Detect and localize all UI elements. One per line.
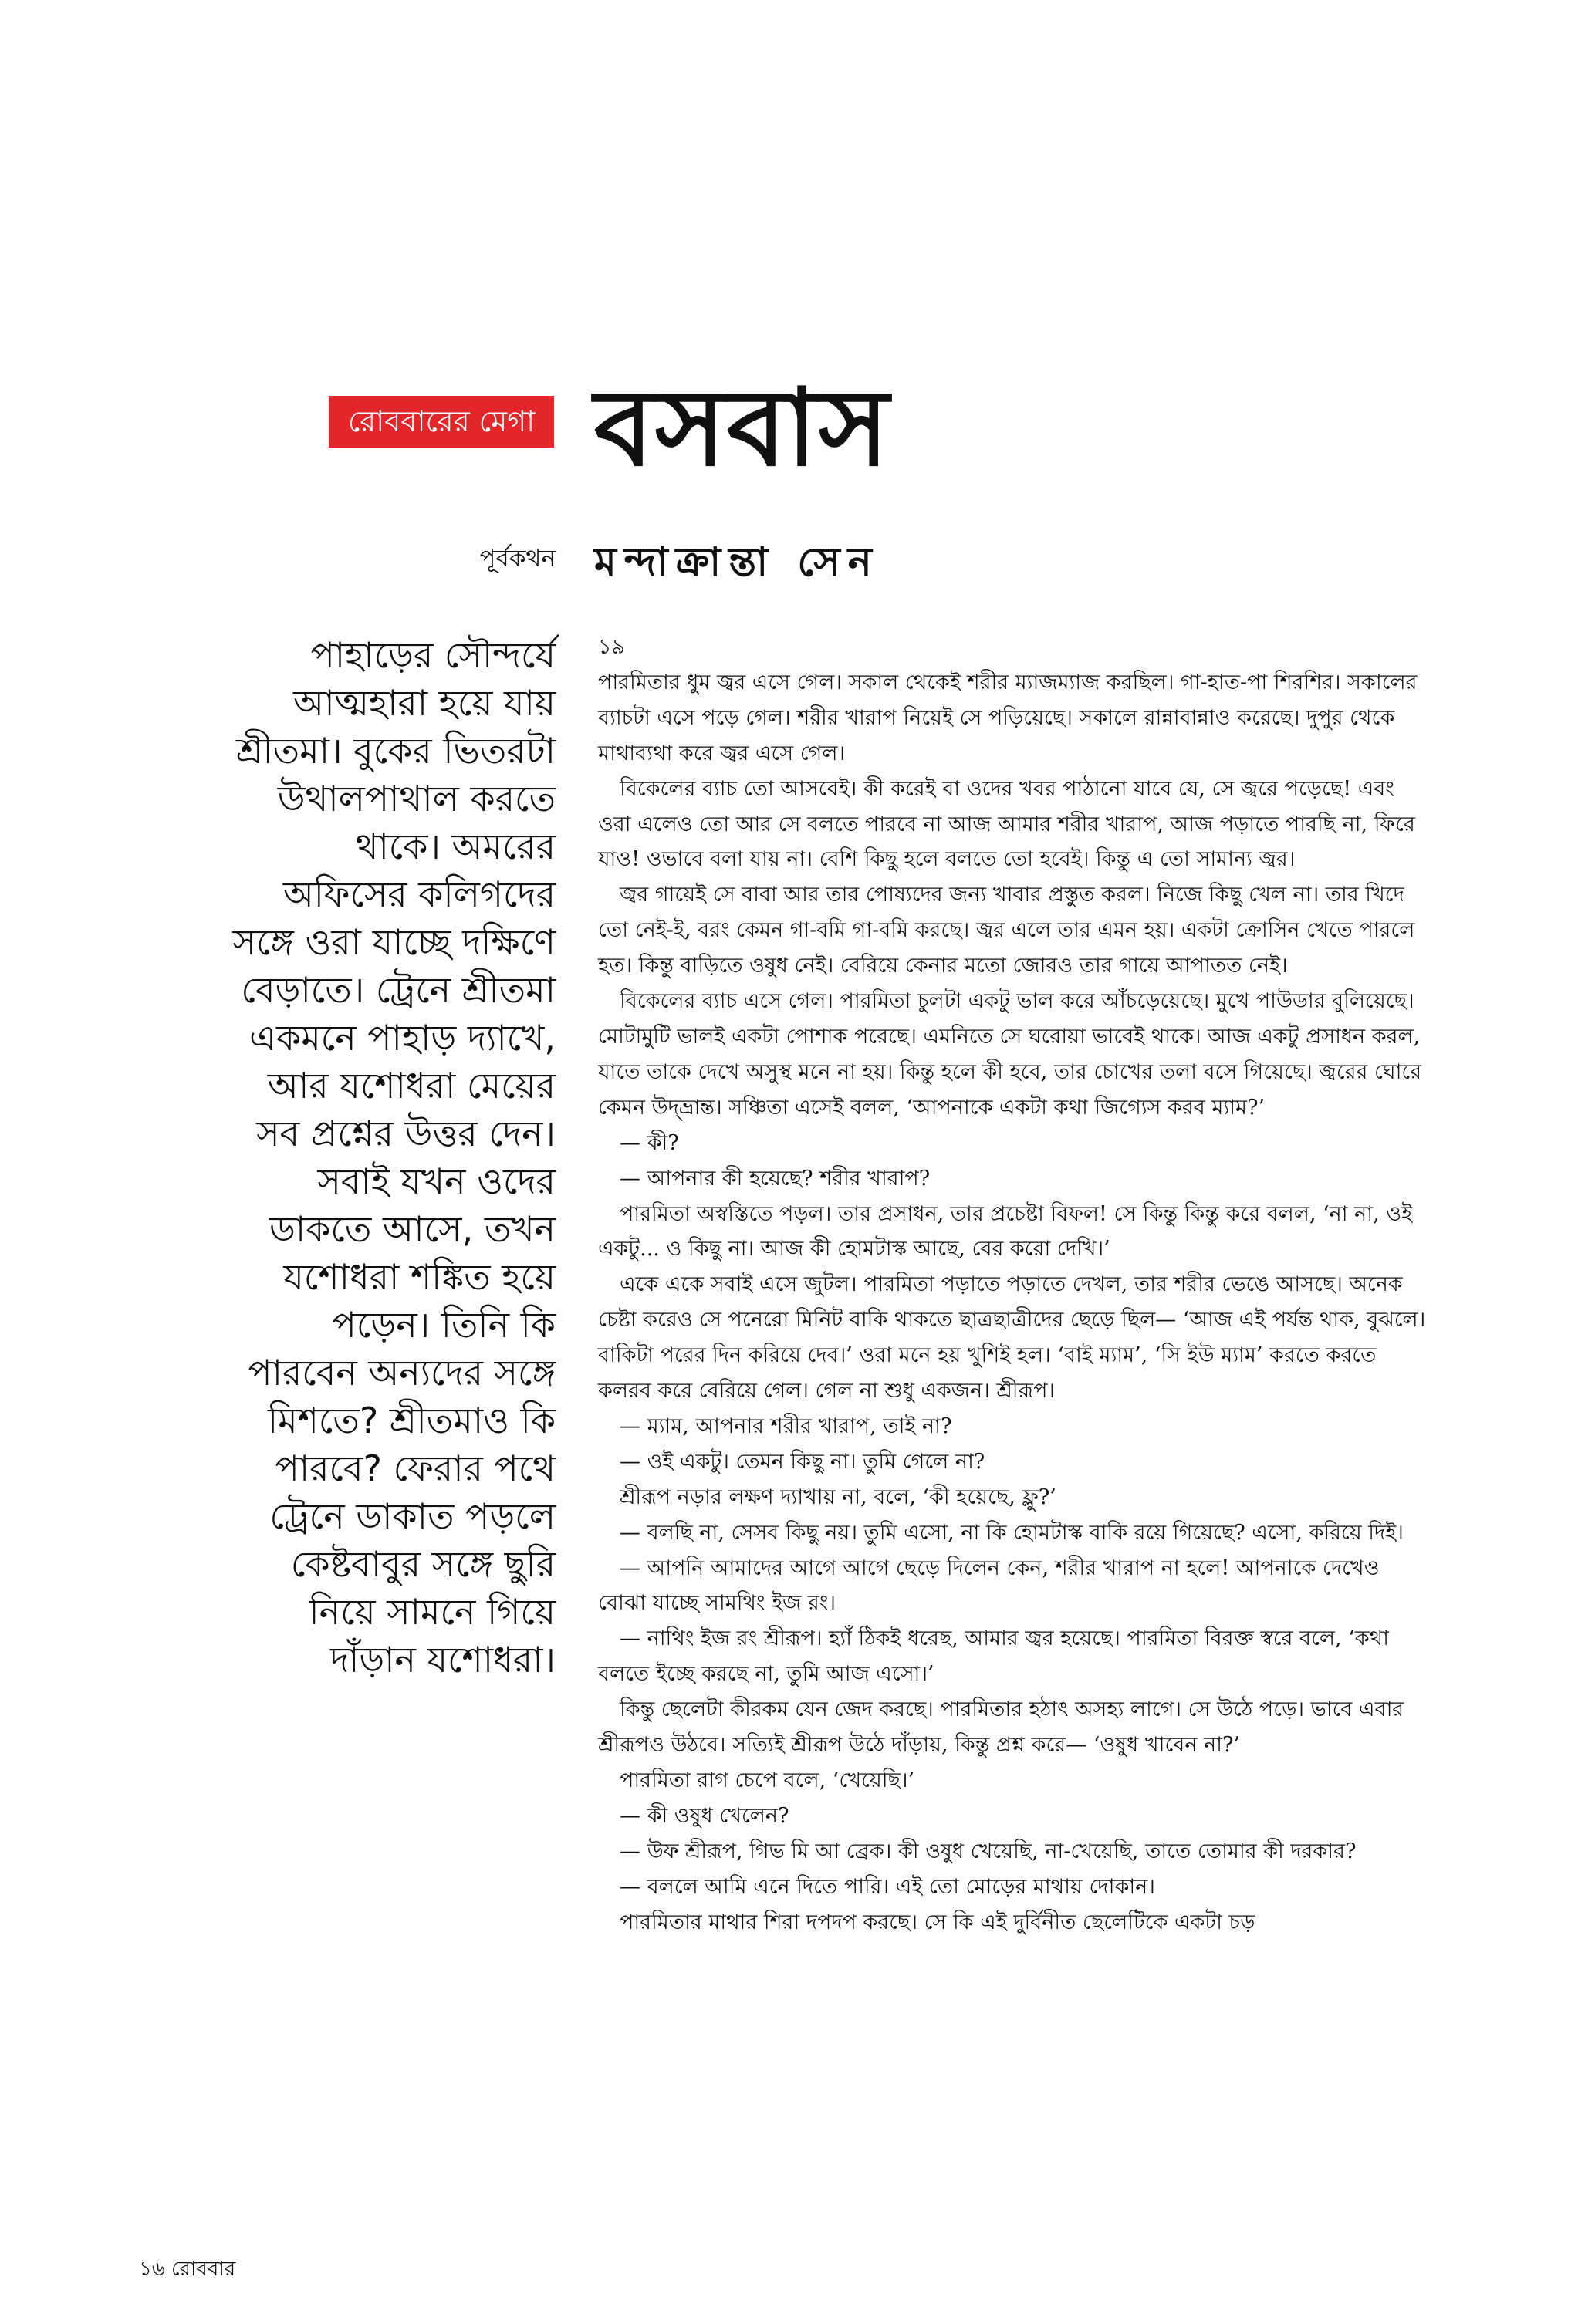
story-paragraph: কিন্তু ছেলেটা কীরকম যেন জেদ করছে। পারমিতার হঠাৎ অসহ্য লাগে। সে উঠে পড়ে। ভাবে এবার শ্রীরূপও উঠবে। সত্যিই শ্রীরূপ উঠে দাঁড়ায়, কিন্তু প্রশ্ন করে— ‘ওষুধ খাবেন না?’ [598,1697,1404,1758]
pull-quote-line: একমনে পাহাড় দ্যাখে, [249,1017,556,1059]
pull-quote-line: পারবেন অন্যদের সঙ্গে [248,1352,556,1393]
story-paragraph: জ্বর গায়েই সে বাবা আর তার পোষ্যদের জন্য খাবার প্রস্তুত করল। নিজে কিছু খেল না। তার খিদে তো নেই-ই, বরং কেমন গা-বমি গা-বমি করছে। জ্বর এলে তার এমন হয়। একটা ক্রোসিন খেতে পারলে হত। কিন্তু বাড়িতে ওষুধ নেই। বেরিয়ে কেনার মতো জোরও তার গায়ে আপাতত নেই। [598,883,1415,978]
pull-quote-line: থাকে। অমরের [355,826,556,867]
story-paragraph: — আপনার কী হয়েছে? শরীর খারাপ? [620,1166,931,1191]
story-body [598,630,1428,1941]
story-paragraph: পারমিতা অস্বস্তিতে পড়ল। তার প্রসাধন, তার প্রচেষ্টা বিফল! সে কিন্তু কিন্তু করে বলল, ‘না না, ওই একটু... ও কিছু না। আজ কী হোমটাস্ক আছে, বের করো দেখি।’ [598,1201,1413,1262]
pull-quote [139,631,556,1684]
pull-quote-line: পারবে? ফেরার পথে [275,1447,556,1489]
story-paragraph: পারমিতার মাথার শিরা দপদপ করছে। সে কি এই দুর্বিনীত ছেলেটিকে একটা চড় [620,1910,1255,1934]
pull-quote-line: মিশতে? শ্রীতমাও কি [267,1400,556,1441]
story-paragraph: বিকেলের ব্যাচ তো আসবেই। কী করেই বা ওদের খবর পাঠানো যাবে যে, সে জ্বরে পড়েছে! এবং ওরা এলেও তো আর সে বলতে পারবে না আজ আমার শরীর খারাপ, আজ পড়াতে পারছি না, ফিরে যাও! ওভাবে বলা যায় না। বেশি কিছু হলে বলতে তো হবেই। কিন্তু এ তো সামান্য জ্বর। [598,776,1415,872]
pull-quote-line: সঙ্গে ওরা যাচ্ছে দক্ষিণে [232,921,556,963]
pull-quote-line: আর যশোধরা মেয়ের [267,1065,556,1106]
pull-quote-line: শ্রীতমা। বুকের ভিতরটা [235,730,556,772]
story-paragraph: পারমিতার ধুম জ্বর এসে গেল। সকাল থেকেই শরীর ম্যাজম্যাজ করছিল। গা-হাত-পা শিরশির। সকালের ব্যাচটা এসে পড়ে গেল। শরীর খারাপ নিয়েই সে পড়িয়েছে। সকালে রান্নাবান্নাও করেছে। দুপুর থেকে মাথাব্যথা করে জ্বর এসে গেল। [598,670,1418,765]
pull-quote-line: সবাই যখন ওদের [317,1160,556,1202]
pull-quote-line: পড়েন। তিনি কি [332,1304,556,1346]
chapter-number: ১৯ [598,635,626,659]
story-paragraph: — ম্যাম, আপনার শরীর খারাপ, তাই না? [620,1414,952,1438]
story-paragraph: — আপনি আমাদের আগে আগে ছেড়ে দিলেন কেন, শরীর খারাপ না হলে! আপনাকে দেখেও বোঝা যাচ্ছে সামথিং ইজ রং। [598,1556,1380,1616]
story-paragraph: পারমিতা রাগ চেপে বলে, ‘খেয়েছি।’ [620,1768,915,1792]
pull-quote-line: ডাকতে আসে, তখন [269,1208,556,1250]
prelude-label: পূর্বকথন [479,545,556,573]
story-paragraph: — উফ শ্রীরূপ, গিভ মি আ ব্রেক। কী ওষুধ খেয়েছি, না-খেয়েছি, তাতে তোমার কী দরকার? [620,1839,1357,1863]
story-paragraph: — নাথিং ইজ রং শ্রীরূপ। হ্যাঁ ঠিকই ধরেছ, আমার জ্বর হয়েছে। পারমিতা বিরক্ত স্বরে বলে, ‘কথা বলতে ইচ্ছে করছে না, তুমি আজ এসো।’ [598,1626,1389,1687]
pull-quote-line: অফিসের কলিগদের [282,873,556,915]
pull-quote-line: আত্মহারা হয়ে যায় [292,682,556,724]
author-name: মন্দাক্রান্তা সেন [594,539,880,586]
pull-quote-line: বেড়াতে। ট্রেনে শ্রীতমা [241,969,556,1011]
story-paragraph: শ্রীরূপ নড়ার লক্ষণ দ্যাখায় না, বলে, ‘কী হয়েছে, ফ্লু?’ [620,1485,1056,1509]
story-paragraph: — বললে আমি এনে দিতে পারি। এই তো মোড়ের মাথায় দোকান। [620,1874,1155,1899]
pull-quote-line: ট্রেনে ডাকাত পড়লে [269,1495,556,1537]
story-paragraph: — ওই একটু। তেমন কিছু না। তুমি গেলে না? [620,1449,985,1474]
page-folio: ১৬ রোববার [139,2258,236,2281]
pull-quote-line: পাহাড়ের সৌন্দর্যে [310,634,556,676]
story-paragraph: একে একে সবাই এসে জুটল। পারমিতা পড়াতে পড়াতে দেখল, তার শরীর ভেঙে আসছে। অনেক চেষ্টা করেও সে পনেরো মিনিট বাকি থাকতে ছাত্রছাত্রীদের ছেড়ে ছিল— ‘আজ এই পর্যন্ত থাক, বুঝলে। বাকিটা পরের দিন করিয়ে দেব।’ ওরা মনে হয় খুশিই হল। ‘বাই ম্যাম’, ‘সি ইউ ম্যাম’ করতে করতে কলরব করে বেরিয়ে গেল। গেল না শুধু একজন। শ্রীরূপ। [598,1272,1426,1404]
pull-quote-line: নিয়ে সামনে গিয়ে [309,1591,556,1633]
pull-quote-line: উথালপাথাল করতে [277,778,556,819]
story-paragraph: — বলছি না, সেসব কিছু নয়। তুমি এসো, না কি হোমটাস্ক বাকি রয়ে গিয়েছে? এসো, করিয়ে দিই। [620,1520,1404,1545]
story-title: বসবাস [594,366,890,490]
story-paragraph: বিকেলের ব্যাচ এসে গেল। পারমিতা চুলটা একটু ভাল করে আঁচড়েয়েছে। মুখে পাউডার বুলিয়েছে। মোটামুটি ভালই একটা পোশাক পরেছে। এমনিতে সে ঘরোয়া ভাবেই থাকে। আজ একটু প্রসাধন করল, যাতে তাকে দেখে অসুস্থ মনে না হয়। কিন্তু হলে কী হবে, তার চোখের তলা বসে গিয়েছে। জ্বরের ঘোরে কেমন উদ্‌ভ্রান্ত। সঞ্চিতা এসেই বলল, ‘আপনাকে একটা কথা জিগ্যেস করব ম্যাম?’ [598,989,1422,1120]
story-paragraph: — কী ওষুধ খেলেন? [620,1803,789,1828]
section-tag: রোববারের মেগা [329,396,554,448]
story-paragraph: — কী? [620,1130,679,1155]
pull-quote-line: যশোধরা শঙ্কিত হয়ে [283,1256,556,1298]
pull-quote-line: কেষ্টবাবুর সঙ্গে ছুরি [290,1543,556,1585]
pull-quote-line: দাঁড়ান যশোধরা। [329,1639,556,1681]
pull-quote-line: সব প্রশ্নের উত্তর দেন। [256,1113,556,1154]
